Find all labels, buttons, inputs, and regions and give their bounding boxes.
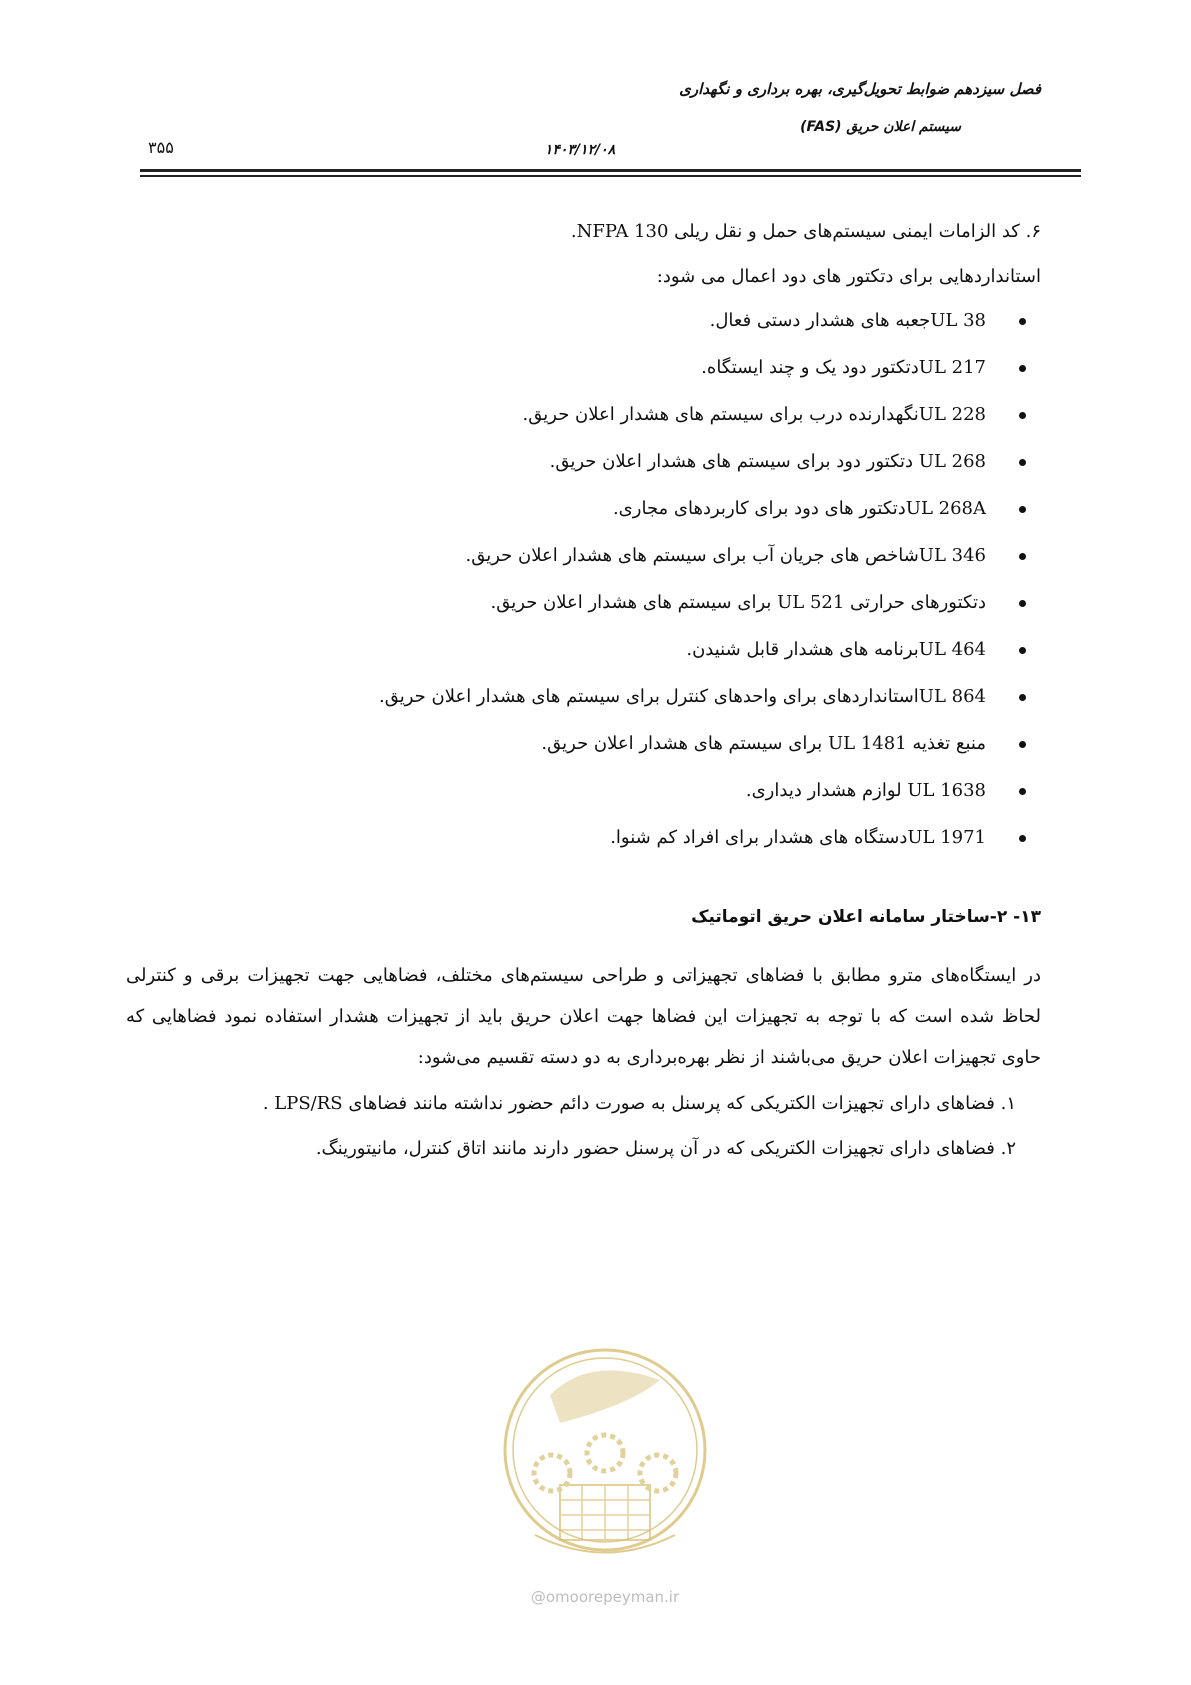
watermark-logo (500, 1335, 710, 1575)
header-rule-thick (140, 169, 1081, 172)
bullet-icon (1019, 553, 1026, 560)
bullet-icon (1019, 694, 1026, 701)
bullet-icon (1019, 741, 1026, 748)
list-item: UL 1971دستگاه های هشدار برای افراد کم شنوا. (166, 826, 986, 873)
bullet-icon (1019, 600, 1026, 607)
list-item: UL 217دتکتور دود یک و چند ایستگاه. (166, 356, 986, 403)
section-paragraph: در ایستگاه‌های مترو مطابق با فضاهای تجهیزاتی و طراحی سیستم‌های مختلف، فضاهایی جهت تجهیزات برقی و کنترلی لحاظ شده است که با توجه به تجهیزات این فضاها جهت اعلان حریق باید از تجهیزات هشدار استفاده نمود فضاهایی که حاوی تجهیزات اعلان حریق می‌باشند از نظر بهره‌برداری به دو دسته تقسیم می‌شود: (126, 965, 1041, 1068)
space-types-list (141, 1092, 1041, 1182)
page-number: ۳۵۵ (148, 138, 174, 157)
bullet-icon (1019, 318, 1026, 325)
bullet-icon (1019, 459, 1026, 466)
list-item: منبع تغذیه UL 1481 برای سیستم های هشدار اعلان حریق. (166, 732, 986, 779)
bullet-icon (1019, 835, 1026, 842)
bullet-icon (1019, 788, 1026, 795)
list-item: UL 464برنامه های هشدار قابل شنیدن. (166, 638, 986, 685)
bullet-icon (1019, 412, 1026, 419)
list-item: ۲. فضاهای دارای تجهیزات الکتریکی که در آن پرسنل حضور دارند مانند اتاق کنترل، مانیتورینگ. (315, 1138, 1016, 1159)
standards-intro: استانداردهایی برای دتکتور های دود اعمال می شود: (656, 266, 1041, 287)
list-item: UL 864استانداردهای برای واحدهای کنترل برای سیستم های هشدار اعلان حریق. (166, 685, 986, 732)
list-item: ۱. فضاهای دارای تجهیزات الکتریکی که پرسنل به صورت دائم حضور نداشته مانند فضاهای LPS/RS . (262, 1093, 1016, 1114)
list-item: UL 228نگهدارنده درب برای سیستم های هشدار اعلان حریق. (166, 403, 986, 450)
list-item: UL 346شاخص های جریان آب برای سیستم های هشدار اعلان حریق. (166, 544, 986, 591)
watermark-url: @omoorepeyman.ir (530, 1588, 680, 1606)
bullet-icon (1019, 506, 1026, 513)
list-item: UL 38جعبه های هشدار دستی فعال. (166, 309, 986, 356)
system-title: سیستم اعلان حریق (FAS) (800, 119, 961, 135)
standards-list (166, 309, 986, 873)
list-item: UL 1638 لوازم هشدار دیداری. (166, 779, 986, 826)
document-date: ۱۴۰۳/۱۲/۰۸ (544, 142, 616, 158)
bullet-icon (1019, 365, 1026, 372)
list-item: دتکتورهای حرارتی UL 521 برای سیستم های هشدار اعلان حریق. (166, 591, 986, 638)
chapter-title: فصل سیزدهم ضوابط تحویل‌گیری، بهره برداری و نگهداری (679, 80, 1041, 98)
header-rule-thin (140, 175, 1081, 177)
bullet-icon (1019, 647, 1026, 654)
item-6-nfpa: ۶. کد الزامات ایمنی سیستم‌های حمل و نقل ریلی NFPA 130. (570, 221, 1041, 242)
section-heading: ۱۳- ۲-ساختار سامانه اعلان حریق اتوماتیک (691, 907, 1041, 927)
list-item: UL 268Aدتکتور های دود برای کاربردهای مجاری. (166, 497, 986, 544)
list-item: UL 268 دتکتور دود برای سیستم های هشدار اعلان حریق. (166, 450, 986, 497)
